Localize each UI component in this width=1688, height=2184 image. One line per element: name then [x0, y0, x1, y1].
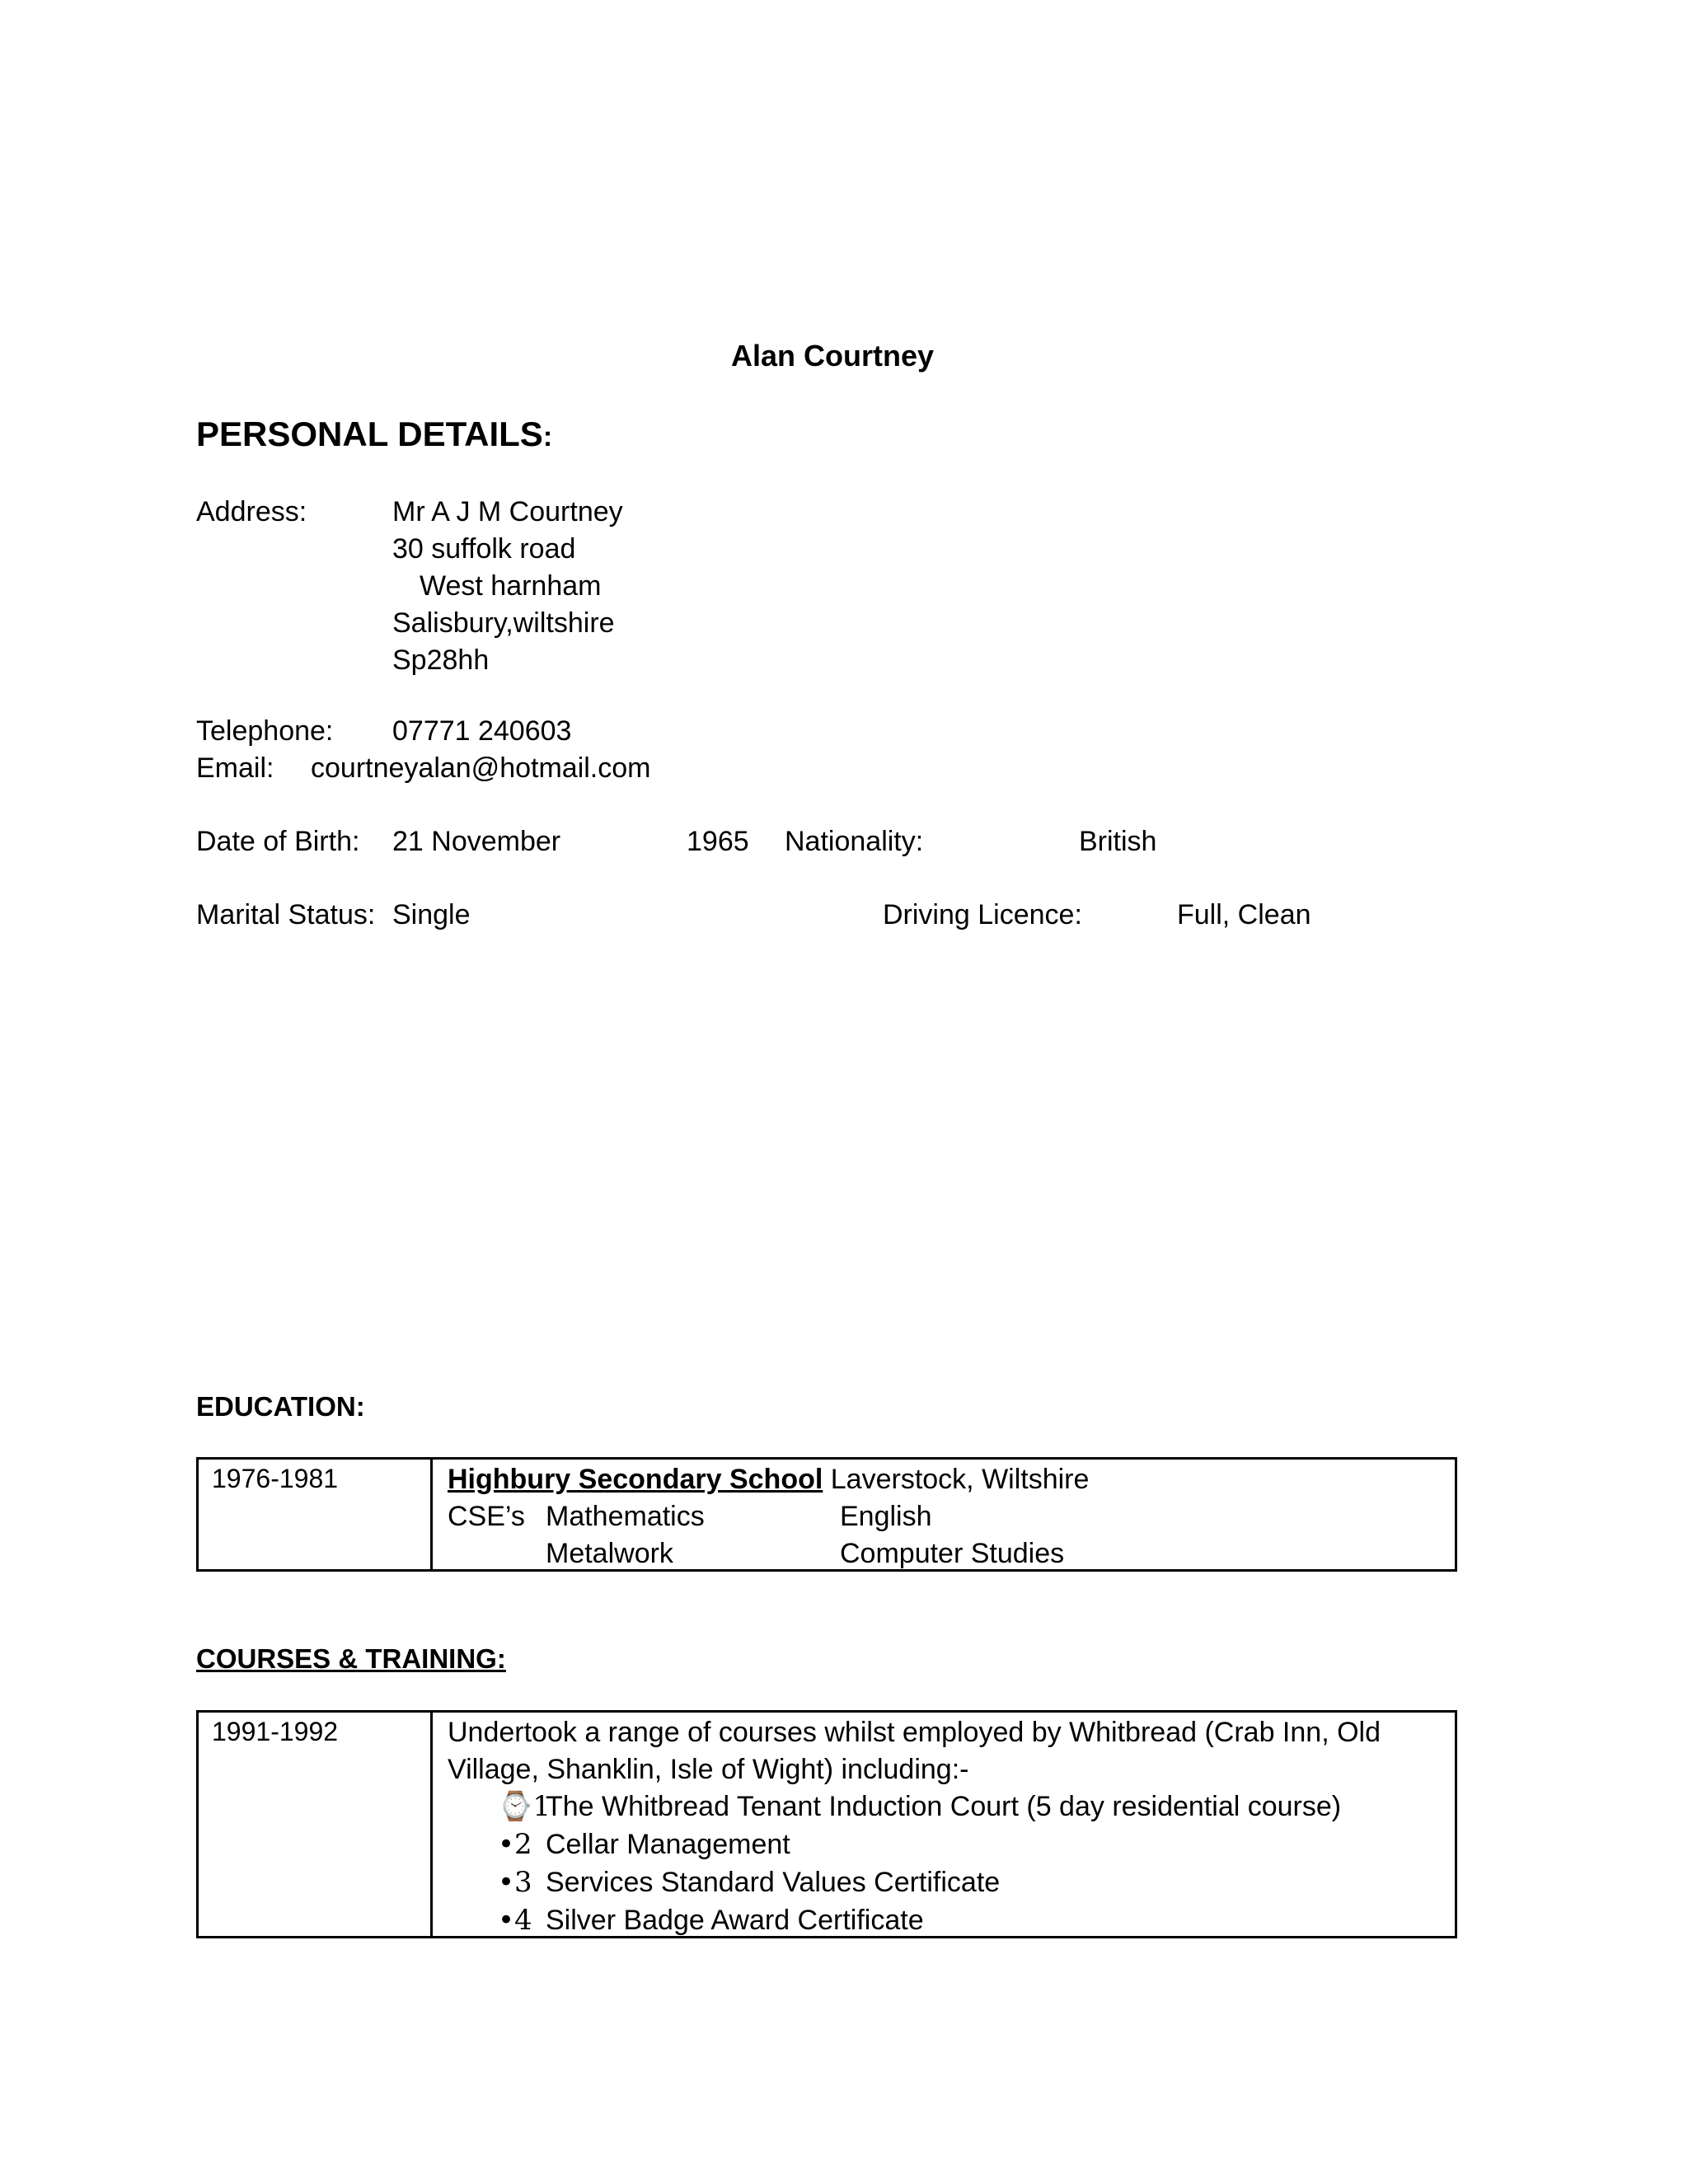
- courses-years: 1991-1992: [212, 1717, 339, 1746]
- cv-name: Alan Courtney: [730, 339, 935, 373]
- marital-status-value: Single: [392, 899, 471, 930]
- education-heading: EDUCATION:: [196, 1391, 365, 1422]
- address-line: Sp28hh: [392, 644, 490, 676]
- subject: English: [840, 1501, 932, 1532]
- subject: Computer Studies: [840, 1538, 1065, 1569]
- course-marker: •2: [498, 1828, 532, 1861]
- school-location: Laverstock, Wiltshire: [830, 1464, 1090, 1495]
- courses-intro-line: Village, Shanklin, Isle of Wight) including:-: [448, 1754, 969, 1785]
- education-years: 1976-1981: [212, 1464, 339, 1493]
- courses-intro-line: Undertook a range of courses whilst employed by Whitbread (Crab Inn, Old: [448, 1717, 1381, 1748]
- courses-table-divider: [430, 1710, 433, 1938]
- address-line: West harnham: [420, 570, 602, 602]
- driving-licence-label: Driving Licence:: [883, 899, 1082, 930]
- subject: Mathematics: [546, 1501, 705, 1532]
- course-marker: •4: [498, 1904, 532, 1937]
- driving-licence-value: Full, Clean: [1177, 899, 1311, 930]
- telephone-value: 07771 240603: [392, 715, 572, 747]
- address-line: Salisbury,wiltshire: [392, 607, 615, 639]
- marital-status-label: Marital Status:: [196, 899, 376, 930]
- dob-label: Date of Birth:: [196, 826, 360, 857]
- address-line: 30 suffolk road: [392, 533, 576, 565]
- address-line: Mr A J M Courtney: [392, 496, 623, 527]
- education-table-divider: [430, 1457, 433, 1572]
- email-value: courtneyalan@hotmail.com: [311, 752, 651, 784]
- dob-year: 1965: [687, 826, 749, 857]
- subject: Metalwork: [546, 1538, 673, 1569]
- dob-day-month: 21 November: [392, 826, 561, 857]
- personal-details-heading-colon: :: [542, 421, 553, 452]
- course-item: Silver Badge Award Certificate: [546, 1905, 924, 1936]
- personal-details-heading: [196, 417, 552, 452]
- email-label: Email:: [196, 752, 274, 784]
- course-item: The Whitbread Tenant Induction Court (5 day residential course): [546, 1791, 1342, 1822]
- qualification-type: CSE’s: [448, 1501, 525, 1532]
- courses-heading: COURSES & TRAINING:: [196, 1643, 506, 1674]
- course-marker: •3: [498, 1866, 532, 1899]
- course-item: Services Standard Values Certificate: [546, 1867, 1001, 1898]
- nationality-label: Nationality:: [785, 826, 924, 857]
- school-name: Highbury Secondary School: [448, 1464, 823, 1495]
- address-label: Address:: [196, 496, 307, 527]
- education-school-line: [448, 1465, 1089, 1493]
- course-marker: ⌚1: [498, 1790, 551, 1823]
- course-item: Cellar Management: [546, 1829, 790, 1860]
- telephone-label: Telephone:: [196, 715, 334, 747]
- nationality-value: British: [1079, 826, 1157, 857]
- personal-details-heading-text: PERSONAL DETAILS: [196, 415, 543, 453]
